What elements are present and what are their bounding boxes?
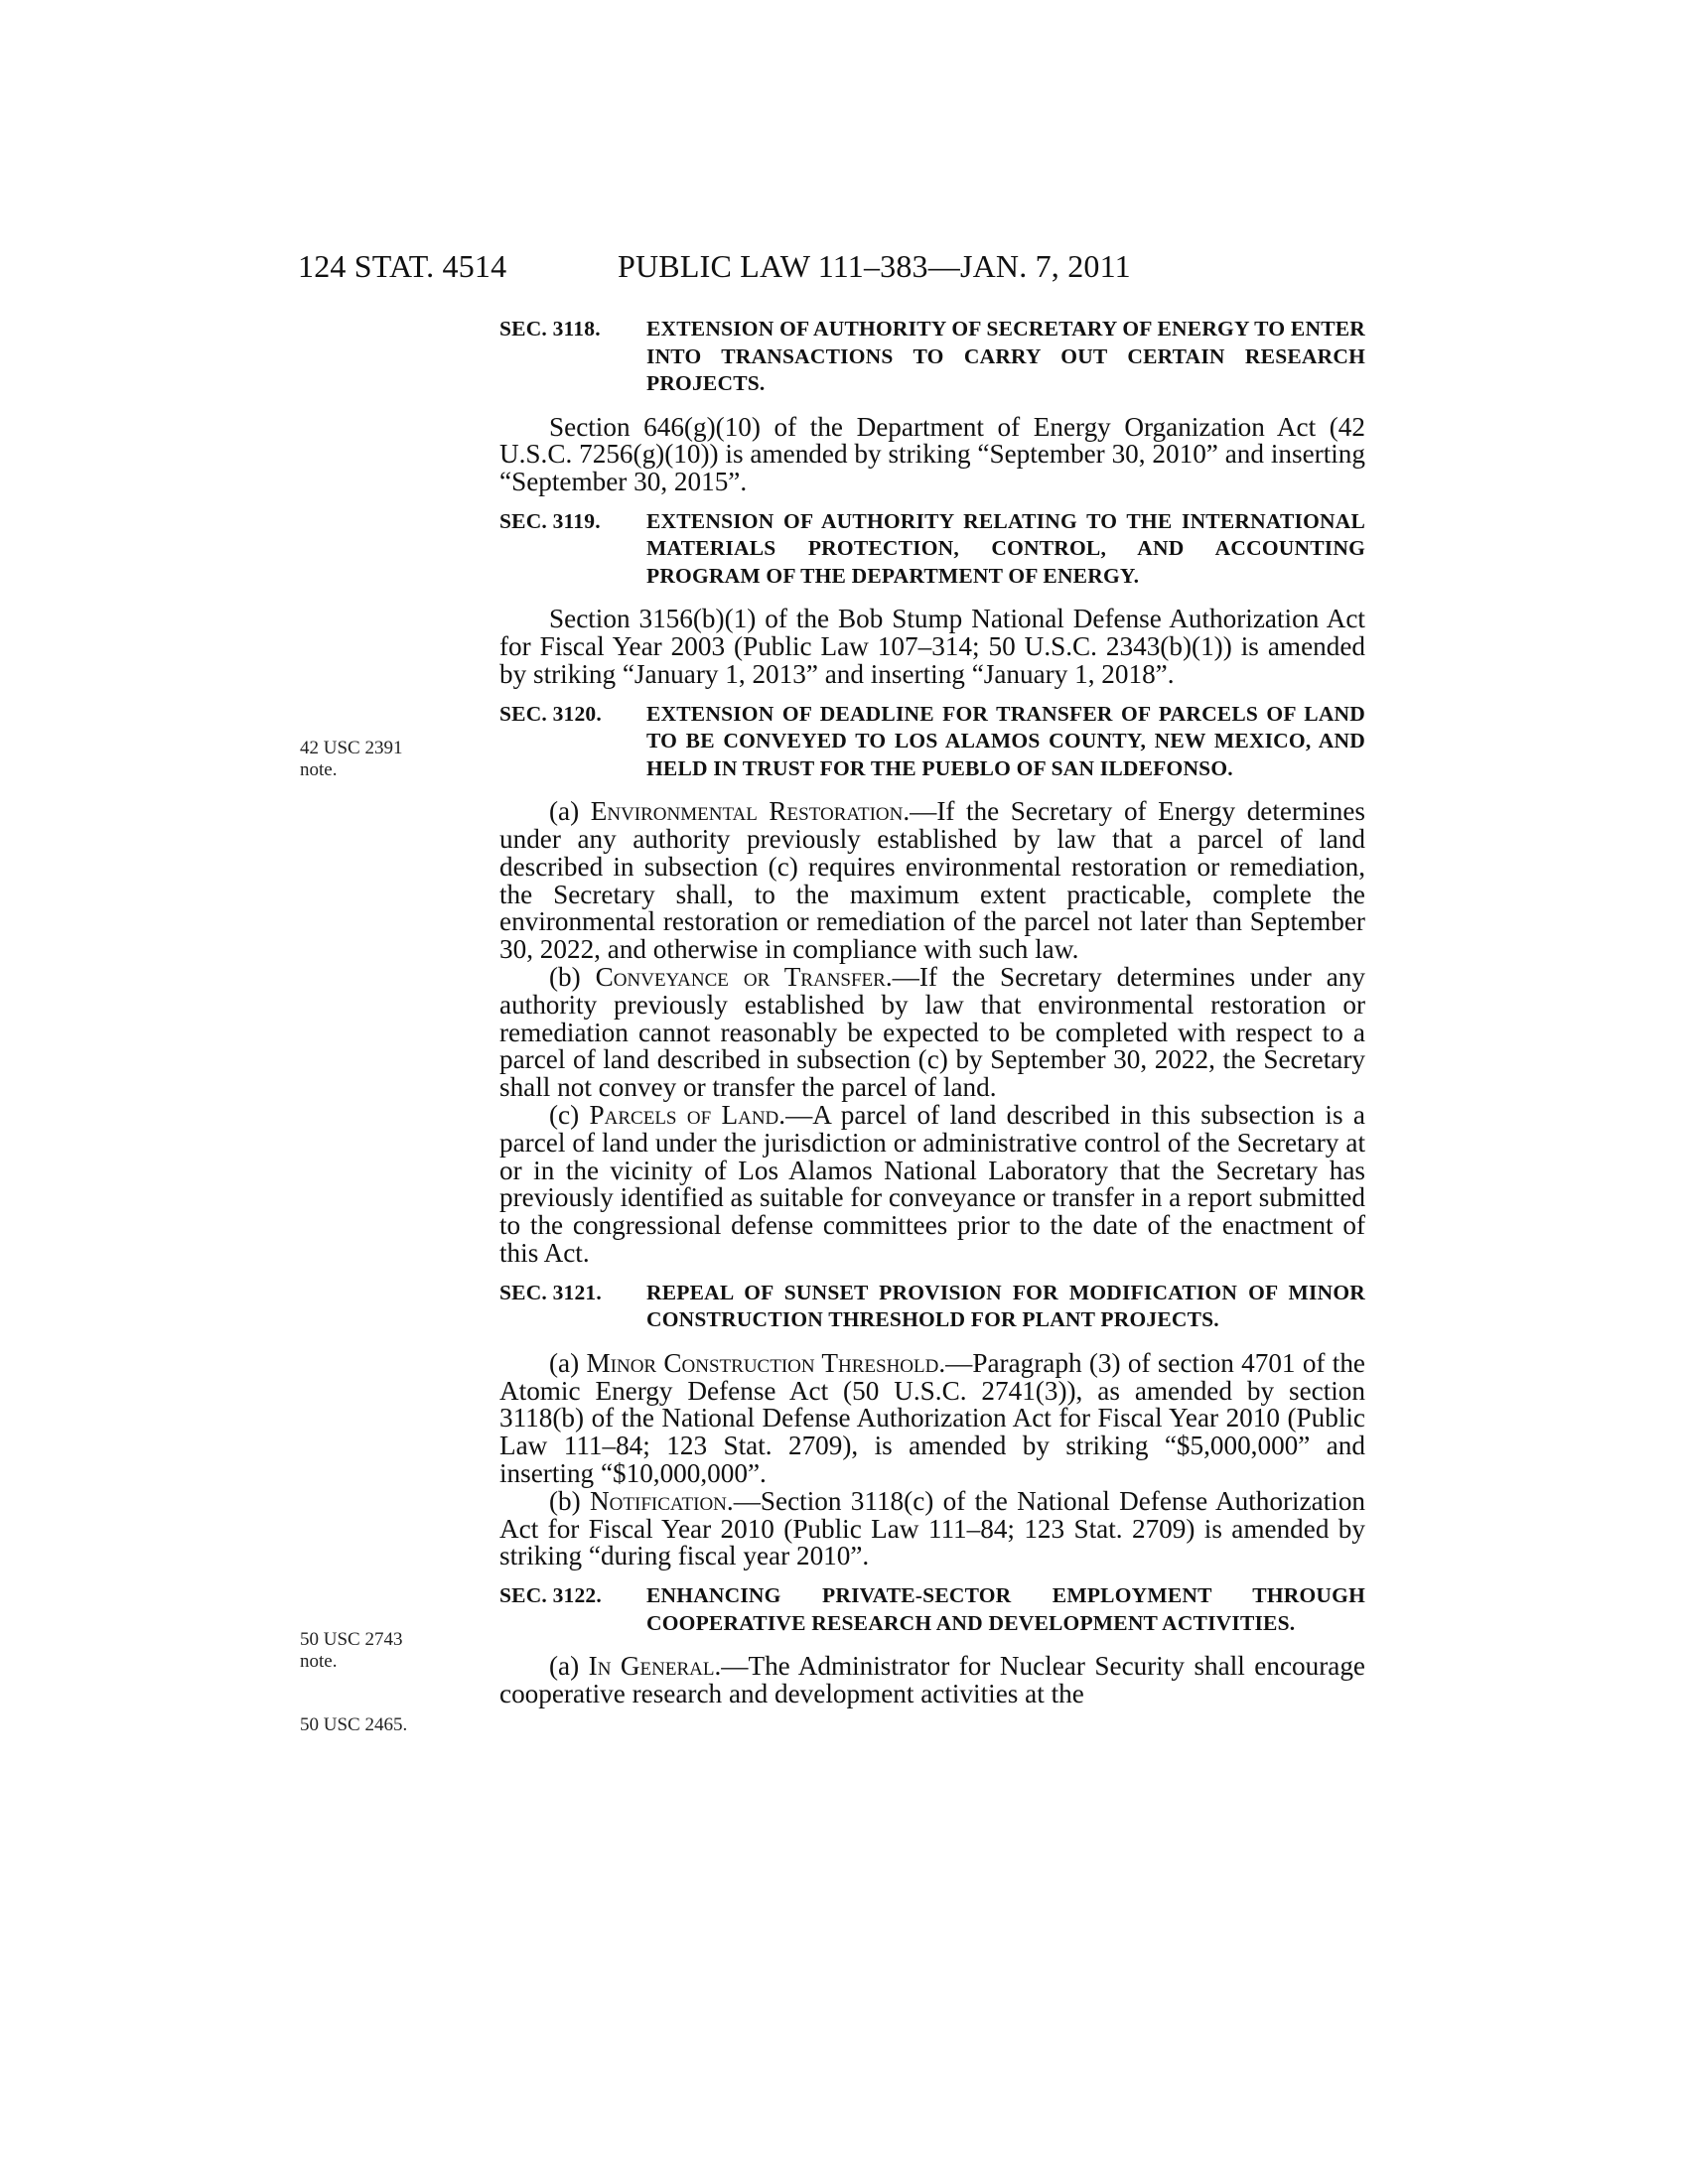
margin-note-line: 50 USC 2465. [300,1714,408,1735]
margin-note-42-usc-2391 [300,738,459,781]
margin-note-50-usc-2465 [300,1714,459,1736]
margin-note-line: note. [300,759,338,780]
subsection-label: (b) [549,1485,591,1516]
subsection-heading: Conveyance or Transfer. [595,962,893,993]
section-title: EXTENSION OF DEADLINE FOR TRANSFER OF PARCELS OF LAND TO BE CONVEYED TO LOS ALAMOS COUNTY, NEW MEXICO, AND HELD IN TRUST FOR THE PUEBLO OF SAN ILDEFONSO. [646,701,1365,780]
margin-note-line: 42 USC 2391 [300,738,403,758]
subsection-3120-a [499,798,1365,964]
subsection-label: (c) [549,1100,590,1131]
margin-note-50-usc-2743 [300,1629,459,1673]
subsection-label: (a) [549,1347,587,1378]
section-title: EXTENSION OF AUTHORITY RELATING TO THE INTERNATIONAL MATERIALS PROTECTION, CONTROL, AND ACCOUNTING PROGRAM OF THE DEPARTMENT OF ENERGY. [646,508,1365,588]
subsection-label: (a) [549,1651,589,1682]
section-number: SEC. 3120. [499,701,602,726]
section-heading-3122 [499,1582,1365,1637]
subsection-text: —If the Secretary of Energy determines under any authority previously established by law that a parcel of land described in subsection (c) requires environmental restoration or remediation, the Secretary shall, to the maximum extent practicable, complete the environmental restoration or remediation of the parcel not later than September 30, 2022, and otherwise in compliance with such law. [499,796,1365,965]
section-title: EXTENSION OF AUTHORITY OF SECRETARY OF ENERGY TO ENTER INTO TRANSACTIONS TO CARRY OUT CERTAIN RESEARCH PROJECTS. [646,317,1365,395]
subsection-text: —Section 3118(c) of the National Defense Authorization Act for Fiscal Year 2010 (Public Law 111–84; 123 Stat. 2709) is amended by striking “during fiscal year 2010”. [499,1485,1366,1571]
subsection-heading: In General. [588,1651,722,1682]
subsection-3120-c [499,1102,1365,1268]
public-law-title: PUBLIC LAW 111–383—JAN. 7, 2011 [618,248,1131,284]
subsection-heading: Parcels of Land. [589,1100,786,1131]
subsection-label: (b) [549,962,596,993]
section-heading-3121 [499,1280,1365,1334]
section-heading-3120 [499,701,1365,783]
statute-reference: 124 STAT. 4514 [298,248,507,284]
subsection-heading: Environmental Restoration. [590,796,911,827]
margin-note-line: note. [300,1651,338,1672]
subsection-text: —The Administrator for Nuclear Security shall encourage cooperative research and development activities at the [499,1651,1366,1708]
subsection-text: —A parcel of land described in this subsection is a parcel of land under the jurisdiction or administrative control of the Secretary at or in the vicinity of Los Alamos National Laboratory that the Secretary has previously identified as suitable for conveyance or transfer in a report submitted to the congressional defense committees prior to the date of the enactment of this Act. [499,1100,1365,1269]
subsection-3120-b [499,964,1365,1102]
section-number: SEC. 3119. [499,508,601,533]
section-text-3119: Section 3156(b)(1) of the Bob Stump National Defense Authorization Act for Fiscal Year 2003 (Public Law 107–314; 50 U.S.C. 2343(b)(1)) is amended by striking “January 1, 2013” and inserting “January 1, 2018”. [499,604,1365,689]
subsection-label: (a) [549,796,591,827]
margin-note-line: 50 USC 2743 [300,1629,403,1650]
document-body [499,316,1365,1708]
subsection-heading: Notification. [590,1485,734,1516]
section-number: SEC. 3122. [499,1583,602,1608]
section-heading-3119 [499,508,1365,591]
subsection-3121-a [499,1347,1365,1489]
section-heading-3118 [499,316,1365,398]
section-number: SEC. 3118. [499,317,601,341]
section-text-3118: Section 646(g)(10) of the Department of Energy Organization Act (42 U.S.C. 7256(g)(10)) is amended by striking “September 30, 2010” and inserting “September 30, 2015”. [499,411,1365,497]
subsection-text: —Paragraph (3) of section 4701 of the Atomic Energy Defense Act (50 U.S.C. 2741(3)), as amended by section 3118(b) of the National Defense Authorization Act for Fiscal Year 2010 (Public Law 111–84; 123 Stat. 2709), is amended by striking “$5,000,000” and inserting “$10,000,000”. [499,1347,1365,1489]
subsection-text: —If the Secretary determines under any authority previously established by law that environmental restoration or remediation cannot reasonably be expected to be completed with respect to a parcel of land described in subsection (c) by September 30, 2022, the Secretary shall not convey or transfer the parcel of land. [499,962,1365,1103]
section-number: SEC. 3121. [499,1280,602,1304]
subsection-heading: Minor Construction Threshold. [586,1347,946,1378]
subsection-3121-b [499,1485,1366,1571]
section-title: REPEAL OF SUNSET PROVISION FOR MODIFICATION OF MINOR CONSTRUCTION THRESHOLD FOR PLANT PROJECTS. [646,1280,1365,1332]
subsection-3122-a [499,1653,1365,1708]
section-title: ENHANCING PRIVATE-SECTOR EMPLOYMENT THROUGH COOPERATIVE RESEARCH AND DEVELOPMENT ACTIVITIES. [646,1583,1365,1635]
